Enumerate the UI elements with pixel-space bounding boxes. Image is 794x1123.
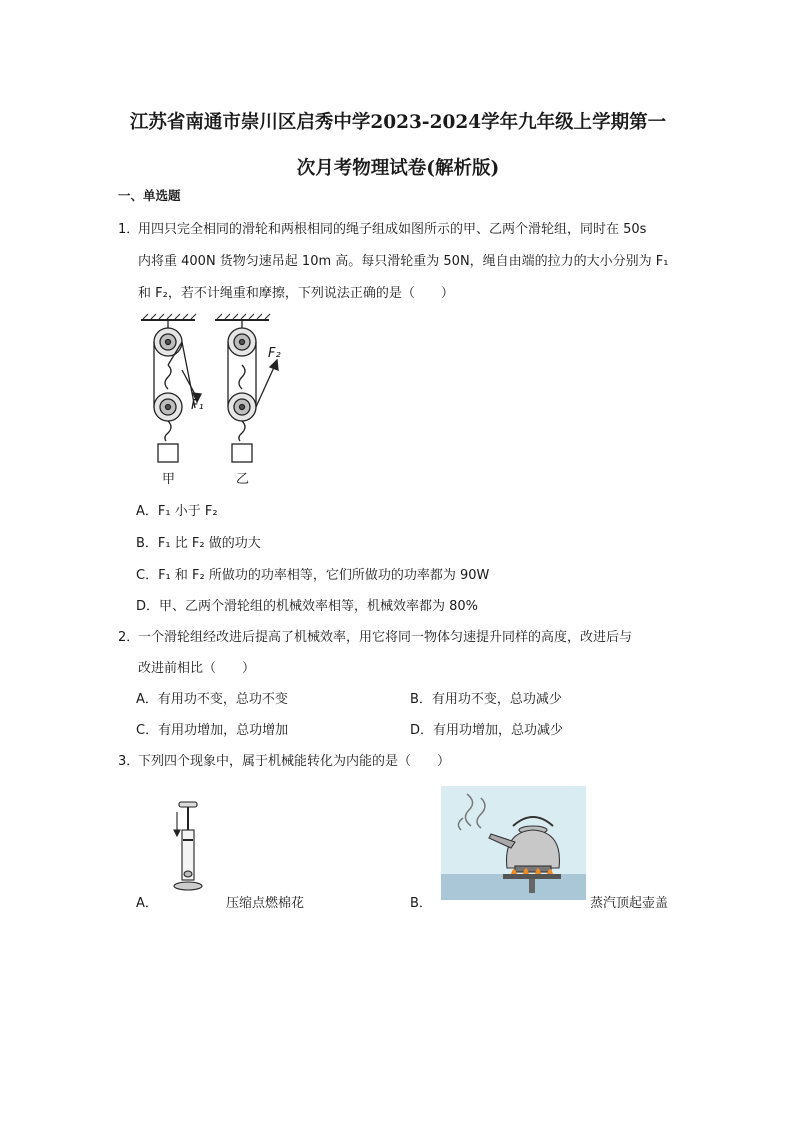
question-2-option-c[interactable]: C．有用功增加，总功增加	[136, 723, 289, 738]
title-line-1: 江苏省南通市崇川区启秀中学2023-2024学年九年级上学期第一	[129, 112, 667, 133]
question-1-option-d[interactable]: D．甲、乙两个滑轮组的机械效率相等，机械效率都为 80%	[136, 599, 479, 614]
question-3-caption-a: 压缩点燃棉花	[226, 896, 305, 911]
question-1-option-c[interactable]: C．F₁ 和 F₂ 所做功的功率相等，它们所做功的功率都为 90W	[136, 568, 490, 583]
question-2-option-b[interactable]: B．有用功不变，总功减少	[410, 692, 562, 707]
paper-title	[110, 100, 686, 192]
question-2-number: 2．	[118, 630, 140, 645]
question-1-option-b[interactable]: B．F₁ 比 F₂ 做的功大	[136, 536, 261, 551]
figure-label-yi: 乙	[236, 472, 250, 487]
question-2-option-d[interactable]: D．有用功增加，总功减少	[410, 723, 564, 738]
question-1-number: 1．	[118, 222, 140, 237]
pulley-figure	[135, 310, 285, 485]
question-3-number: 3．	[118, 754, 140, 769]
question-2-line-1: 一个滑轮组经改进后提高了机械效率，用它将同一物体匀速提升同样的高度，改进后与	[138, 630, 633, 645]
question-2-line-2: 改进前相比（ ）	[138, 661, 256, 676]
question-1-option-a[interactable]: A．F₁ 小于 F₂	[136, 504, 218, 519]
question-1-line-1: 用四只完全相同的滑轮和两根相同的绳子组成如图所示的甲、乙两个滑轮组，同时在 50s	[138, 222, 647, 237]
question-3-line-1: 下列四个现象中，属于机械能转化为内能的是（ ）	[138, 754, 451, 769]
section-heading: 一、单选题	[118, 188, 181, 203]
question-3-option-b[interactable]: B．	[410, 896, 432, 911]
question-3-option-a[interactable]: A．	[136, 896, 158, 911]
title-line-2: 次月考物理试卷(解析版)	[296, 158, 500, 179]
compression-syringe-image	[168, 800, 208, 895]
question-3-caption-b: 蒸汽顶起壶盖	[590, 896, 669, 911]
question-2-option-a[interactable]: A．有用功不变，总功不变	[136, 692, 288, 707]
force-label-f2: F₂	[268, 346, 281, 361]
figure-label-jia: 甲	[162, 472, 176, 487]
force-label-f1: F₁	[191, 398, 204, 413]
boiling-kettle-image	[441, 786, 586, 900]
question-1-line-3: 和 F₂，若不计绳重和摩擦，下列说法正确的是（ ）	[138, 286, 454, 301]
question-1-line-2: 内将重 400N 货物匀速吊起 10m 高。每只滑轮重为 50N，绳自由端的拉力的大小分别为 F₁	[138, 254, 669, 269]
